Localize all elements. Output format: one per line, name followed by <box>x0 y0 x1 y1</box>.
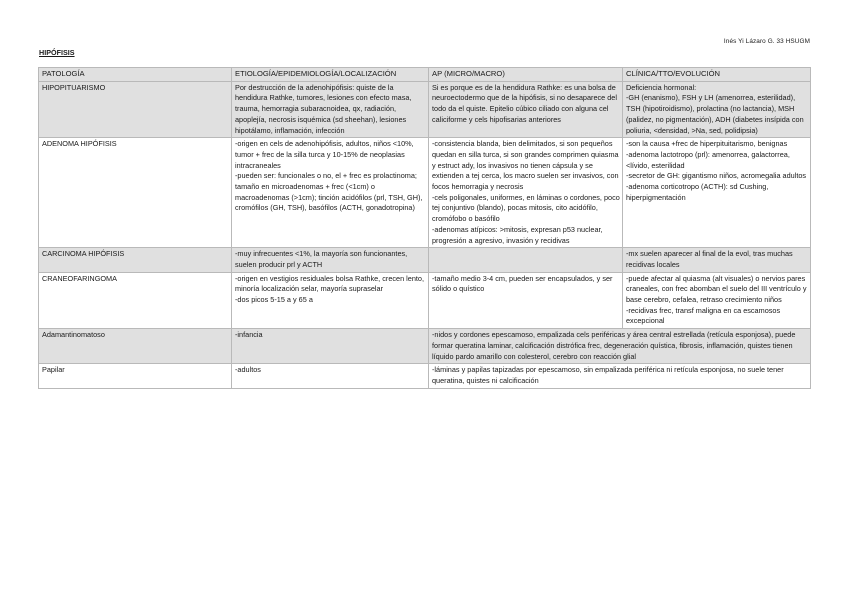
table-header-row <box>39 68 811 82</box>
cell-ap <box>429 248 623 272</box>
cell-pathology: Adamantinomatoso <box>39 329 232 364</box>
table-row <box>39 81 811 138</box>
author-note: Inés Yi Lázaro G. 33 HSUGM <box>723 38 810 45</box>
cell-etiology: -origen en cels de adenohipófisis, adultos, niños <10%, tumor + frec de la silla turca y 10-15% de neoplasias intracraneales -pueden ser: funcionales o no, el + frec es prolactinoma; tamaño en microadenomas + frec (<1cm) o macroadenomas (>1cm); tinción acidófilos (prl, TSH, GH), cromófilos (GH, TSH), basófilos (ACTH, gonadotropina) <box>232 138 429 248</box>
cell-clinic: Deficiencia hormonal: -GH (enanismo), FSH y LH (amenorrea, esterilidad), TSH (hipotiroidismo), prolactina (no lactancia), MSH (palidez, no pigmentación), ADH (diabetes insípida con poliuria, <densidad, >Na, sed, polidipsia) <box>623 81 811 138</box>
cell-etiology: Por destrucción de la adenohipófisis: quiste de la hendidura Rathke, tumores, lesiones con efecto masa, trauma, hemorragia subaracnoidea, qx, radiación, apoplejía, necrosis isquémica (sd sheehan), lesiones hipotálamo, inflamación, infección <box>232 81 429 138</box>
header-ap: AP (MICRO/MACRO) <box>429 68 623 82</box>
header-etiology: ETIOLOGÍA/EPIDEMIOLOGÍA/LOCALIZACIÓN <box>232 68 429 82</box>
cell-ap: -consistencia blanda, bien delimitados, si son pequeños quedan en silla turca, si son grandes comprimen quiasma y estruct ady, los invasivos no tienen cápsula y se extienden a tej cerca, los macro suelen ser invasivos, con focos hemorragia y necrosis -cels poligonales, uniformes, en láminas o cordones, poco tej conjuntivo (blando), pocas mitosis, cito acidófilo, cromófobo o basófilo -adenomas atípicos: >mitosis, expresan p53 nuclear, progresión a agresivo, invasión y recidivas <box>429 138 623 248</box>
cell-merged-ap-clinic: -nidos y cordones epescamoso, empalizada cels periféricas y área central estrellada (retícula esponjosa), puede formar queratina laminar, calcificación distrófica frec, degeneración quística, fibrosis, inflamación, quistes tienen líquido pardo amarillo con colesterol, cerebro con reacción glial <box>429 329 811 364</box>
cell-pathology: Papilar <box>39 364 232 388</box>
cell-pathology: ADENOMA HIPÓFISIS <box>39 138 232 248</box>
cell-etiology: -muy infrecuentes <1%, la mayoría son funcionantes, suelen producir prl y ACTH <box>232 248 429 272</box>
table-row <box>39 248 811 272</box>
header-pathology: PATOLOGÍA <box>39 68 232 82</box>
table-row <box>39 272 811 329</box>
pathology-table <box>38 67 811 389</box>
cell-etiology: -origen en vestigios residuales bolsa Rathke, crecen lento, minoría localización selar, mayoría supraselar -dos picos 5-15 a y 65 a <box>232 272 429 329</box>
table-row <box>39 138 811 248</box>
cell-pathology: CARCINOMA HIPÓFISIS <box>39 248 232 272</box>
cell-etiology: -adultos <box>232 364 429 388</box>
table-row <box>39 329 811 364</box>
header-clinic: CLÍNICA/TTO/EVOLUCIÓN <box>623 68 811 82</box>
cell-pathology: HIPOPITUARISMO <box>39 81 232 138</box>
document-title: HIPÓFISIS <box>39 48 75 57</box>
cell-etiology: -infancia <box>232 329 429 364</box>
cell-ap: Si es porque es de la hendidura Rathke: es una bolsa de neuroectodermo que de la hipófisis, si no desaparece del todo da el quiste. Epitelio cúbico ciliado con alguna cel caliciforme y cels hipofisarias anteriores <box>429 81 623 138</box>
cell-merged-ap-clinic: -láminas y papilas tapizadas por epescamoso, sin empalizada periférica ni retícula esponjosa, no suele tener queratina, quistes ni calcificación <box>429 364 811 388</box>
table-row <box>39 364 811 388</box>
cell-ap: -tamaño medio 3-4 cm, pueden ser encapsulados, y ser sólido o quístico <box>429 272 623 329</box>
cell-clinic: -son la causa +frec de hiperpituitarismo, benignas -adenoma lactotropo (prl): amenorrea, galactorrea, <lívido, esterilidad -secretor de GH: gigantismo niños, acromegalia adultos -adenoma corticotropo (ACTH): sd Cushing, hiperpigmentación <box>623 138 811 248</box>
cell-clinic: -puede afectar al quiasma (alt visuales) o nervios pares craneales, con frec abomban el suelo del III ventrículo y base cerebro, cefalea, retraso crecimiento niños -recidivas frec, transf maligna en ca escamosos excepcional <box>623 272 811 329</box>
cell-clinic: -mx suelen aparecer al final de la evol, tras muchas recidivas locales <box>623 248 811 272</box>
cell-pathology: CRANEOFARINGOMA <box>39 272 232 329</box>
